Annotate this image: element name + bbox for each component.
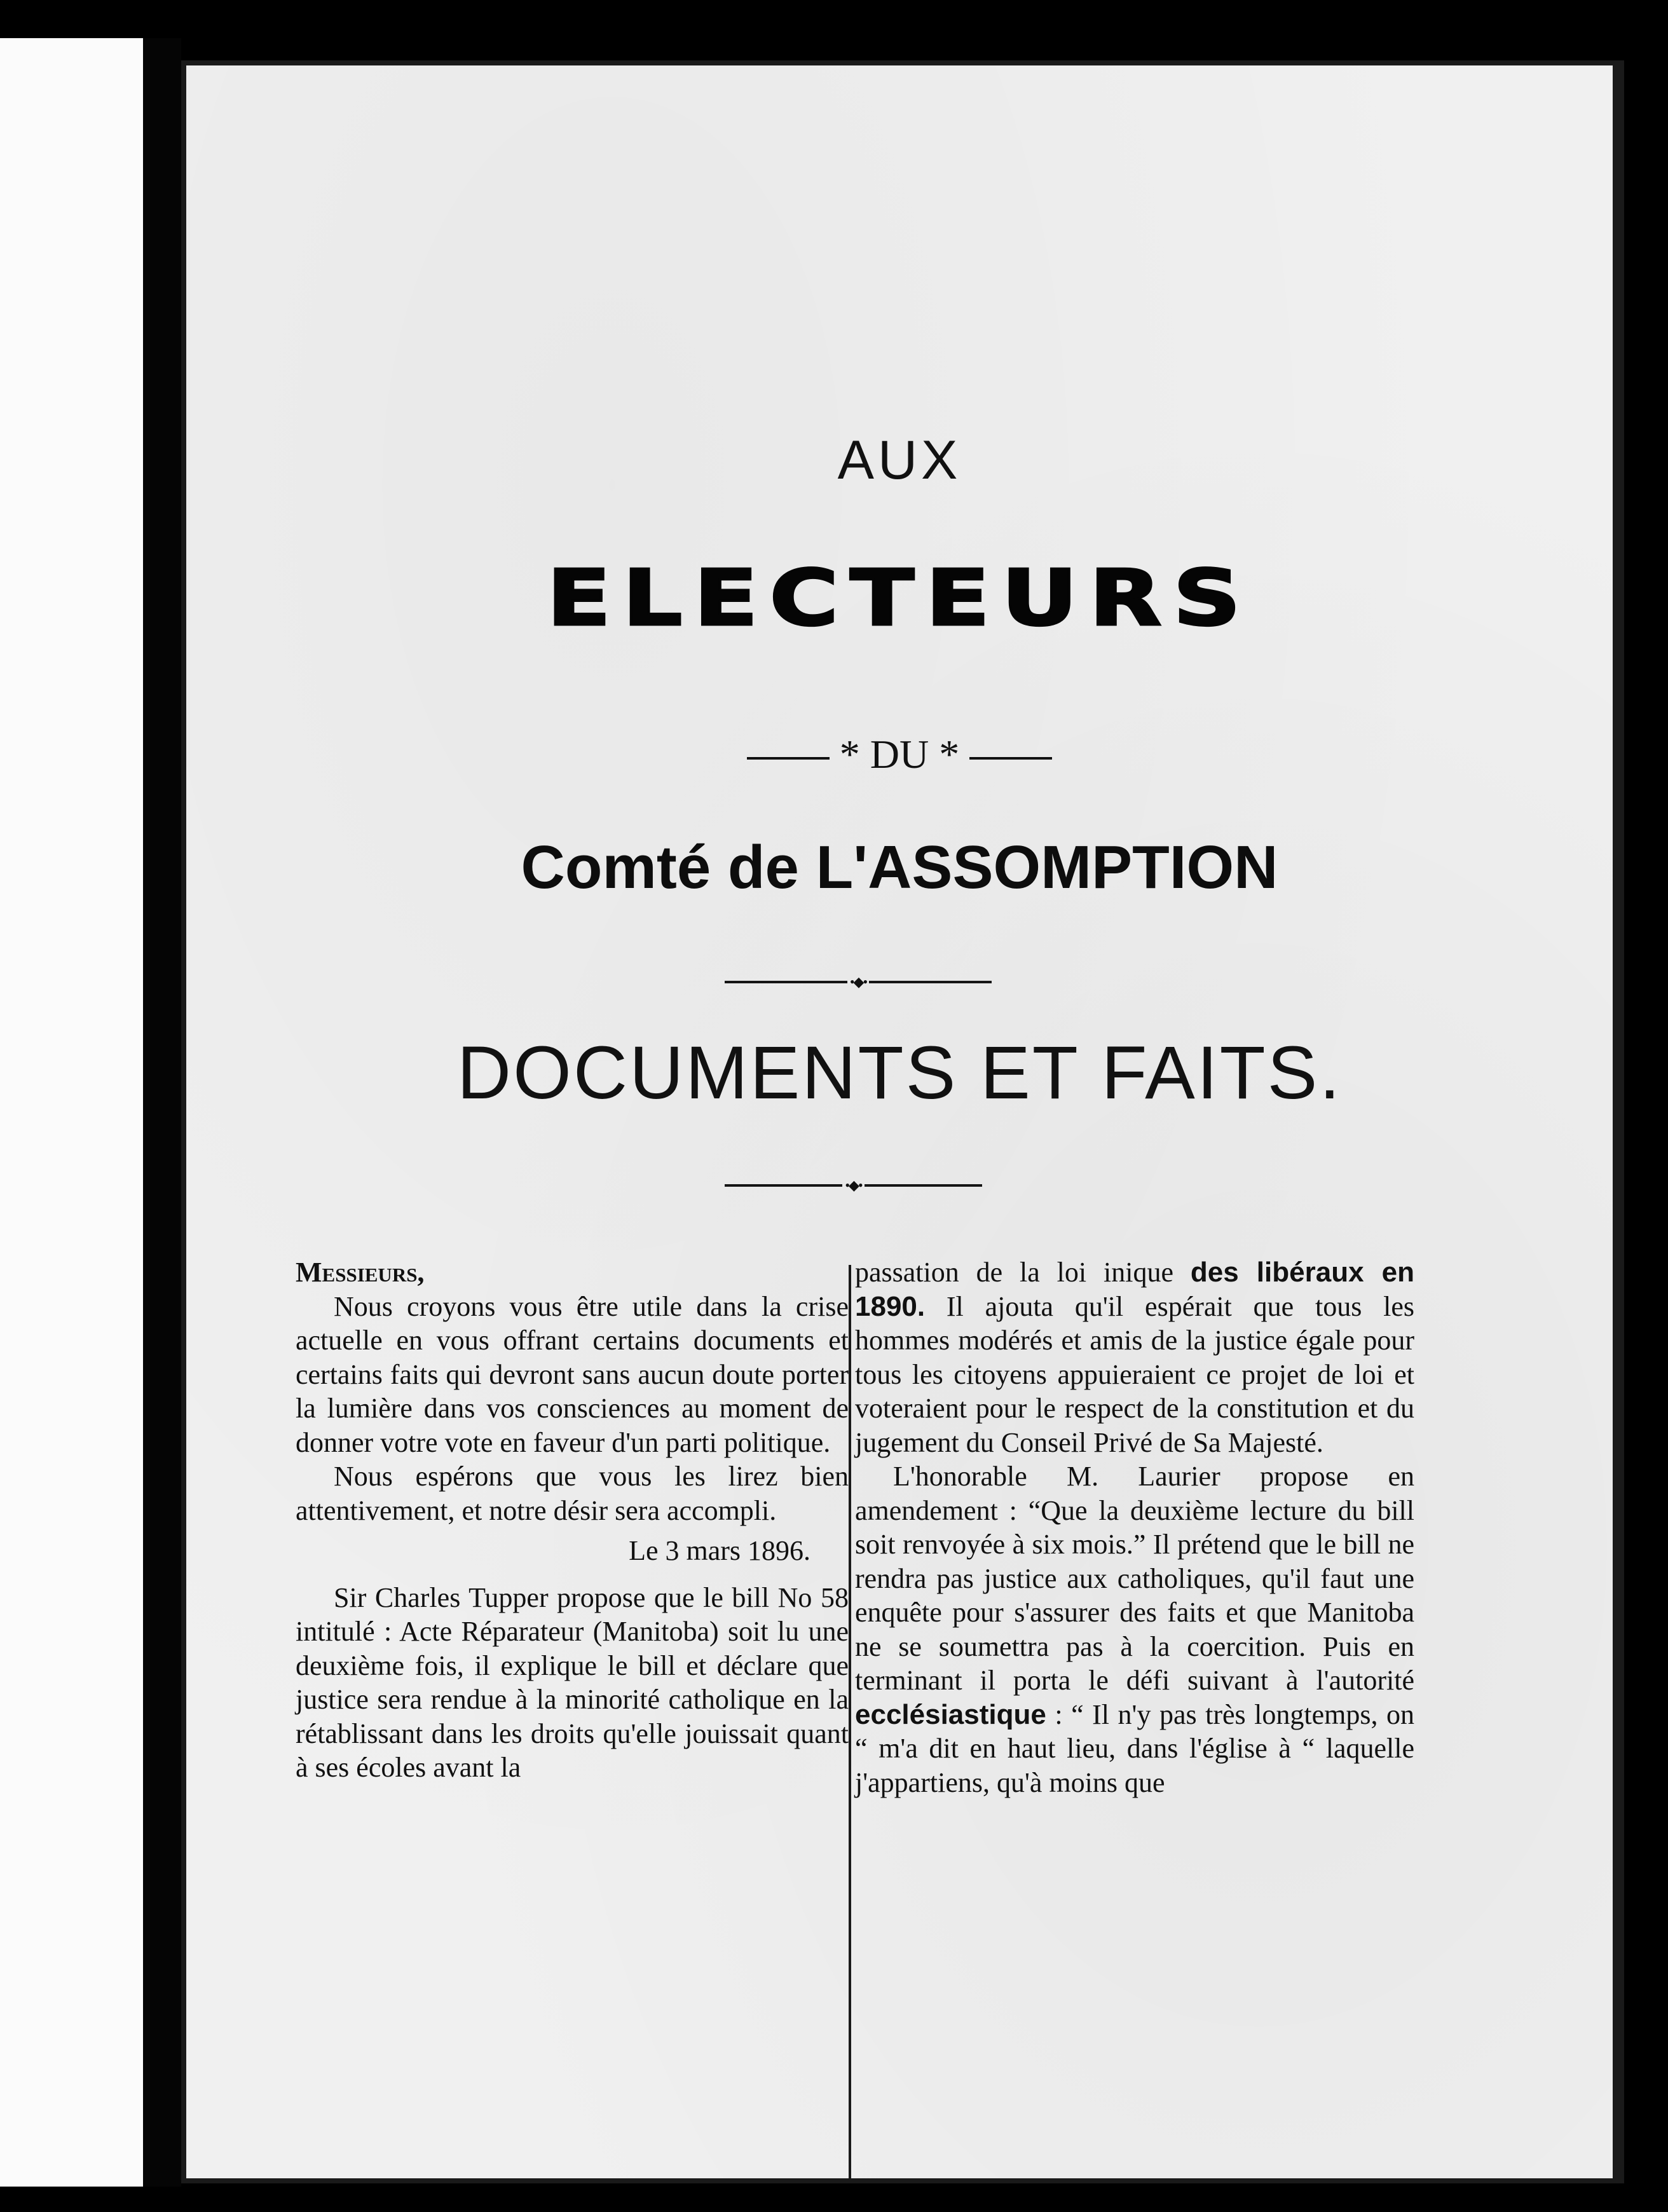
adjacent-page-strip <box>0 38 143 2187</box>
emphasis-text: des libéraux en 1890. <box>855 1257 1414 1322</box>
document-page <box>181 60 1618 2183</box>
title-du: * DU * <box>839 732 960 777</box>
paragraph-text: passation de la loi inique <box>855 1257 1191 1288</box>
title-aux: AUX <box>837 430 962 491</box>
dash-left <box>747 757 830 760</box>
paragraph: Nous espérons que vous les lirez bien attentivement, et notre désir sera accompli. <box>296 1461 849 1526</box>
column-right <box>855 1255 1414 1799</box>
paragraph-text: L'honorable M. Laurier propose en amendement : “Que la deuxième lecture du bill soit renvoyée à six mois.” Il prétend que le bill ne rendra pas justice aux catholiques, qu'il faut une enquête pour s'assurer des faits et que Manitoba ne se soumettra pas à la coercition. Puis en terminant il porta le défi suivant à l'autorité <box>855 1461 1414 1696</box>
paragraph <box>855 1255 1414 1459</box>
title-documents-et-faits: DOCUMENTS ET FAITS. <box>456 1031 1343 1115</box>
ornament-rule: •◆• <box>725 976 992 988</box>
title-du-line <box>181 731 1618 782</box>
paragraph <box>855 1459 1414 1799</box>
title-electeurs: ELECTEURS <box>547 553 1252 643</box>
column-divider <box>849 1265 851 2183</box>
title-comte: Comté de L'ASSOMPTION <box>521 833 1278 901</box>
column-left <box>296 1255 849 1785</box>
paragraph-text: : “ Il n'y pas très longtemps, on “ m'a dit en haut lieu, dans l'église à “ laquelle j'appartiens, qu'à moins que <box>855 1698 1414 1798</box>
salutation: Messieurs, <box>296 1257 425 1288</box>
paragraph-text: Il ajouta qu'il espérait que tous les hommes modérés et amis de la justice égale pour tous les citoyens appuieraient ce projet de loi et voteraient pour le respect de la constitution et du jugement du Conseil Privé de Sa Majesté. <box>855 1290 1414 1458</box>
paragraph: Nous croyons vous être utile dans la crise actuelle en vous offrant certains documents et certains faits qui devront sans aucun doute porter la lumière dans vos consciences au moment de donner votre vote en faveur d'un parti politique. <box>296 1290 849 1458</box>
dash-right <box>969 757 1052 760</box>
book-spine <box>143 38 181 2187</box>
emphasis-text: ecclésiastique <box>855 1698 1046 1730</box>
ornament-rule: •◆• <box>725 1179 982 1192</box>
paragraph: Sir Charles Tupper propose que le bill No 58 intitulé : Acte Réparateur (Manitoba) soit lu une deuxième fois, il explique le bill et déclare que justice sera rendue à la minorité catholique en la rétablissant dans les droits qu'elle jouissait quant à ses écoles avant la <box>296 1581 849 1783</box>
date-line: Le 3 mars 1896. <box>629 1535 810 1566</box>
